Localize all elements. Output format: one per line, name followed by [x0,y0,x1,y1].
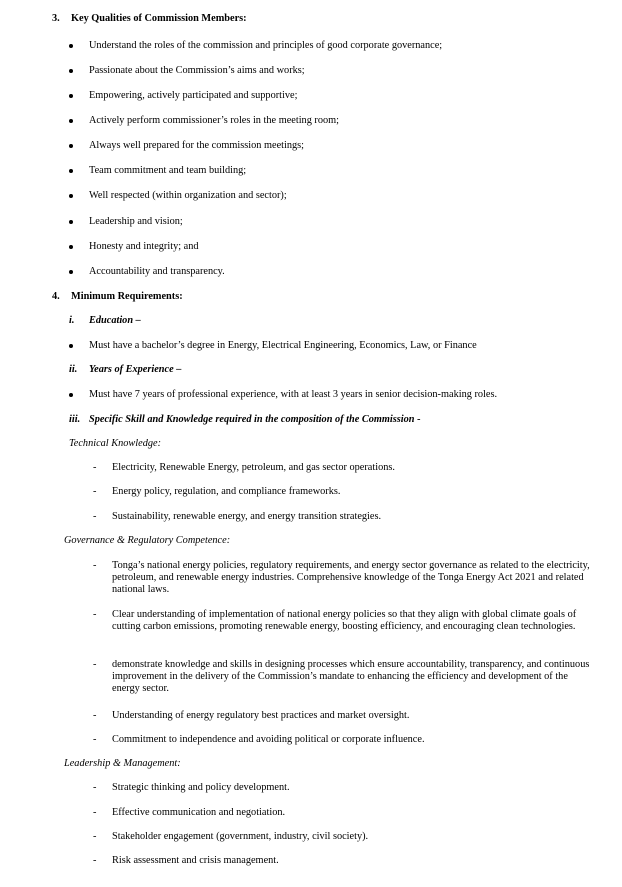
education-requirement: Must have a bachelor’s degree in Energy, Electrical Engineering, Economics, Law, or Finance [89,340,477,351]
dash-marker: - [93,511,97,522]
list-item: Clear understanding of implementation of national energy policies so that they align with global climate goals of cutting carbon emissions, promoting renewable energy, boosting efficiency, and encouraging clean technologies. [112,609,577,632]
bullet-dot [69,220,73,224]
bullet-dot [69,393,73,397]
list-item: Tonga’s national energy policies, regulatory requirements, and energy sector governance as related to the electricity, petroleum, and renewable energy industries. Comprehensive knowledge of the Tonga Energy Act 2021 and related national laws. [112,560,590,595]
dash-marker: - [93,710,97,721]
bullet-dot [69,94,73,98]
section-4-title: Minimum Requirements: [71,291,183,302]
list-item: Stakeholder engagement (government, industry, civil society). [112,831,369,842]
experience-heading: Years of Experience – [89,364,182,375]
dash-marker: - [93,609,97,620]
list-item: Energy policy, regulation, and compliance frameworks. [112,486,341,497]
bullet-dot [69,270,73,274]
dash-marker: - [93,782,97,793]
list-item: Understand the roles of the commission and principles of good corporate governance; [89,40,443,51]
education-heading: Education – [89,315,141,326]
bullet-dot [69,344,73,348]
list-item: Sustainability, renewable energy, and energy transition strategies. [112,511,382,522]
governance-heading: Governance & Regulatory Competence: [64,535,231,546]
list-item: Honesty and integrity; and [89,241,199,252]
list-item: Well respected (within organization and sector); [89,190,287,201]
bullet-dot [69,169,73,173]
list-item: demonstrate knowledge and skills in designing processes which ensure accountability, transparency, and continuous improvement in the delivery of the Commission’s mandate to enhancing the efficiency and development of the energy sector. [112,659,590,694]
list-item: Always well prepared for the commission meetings; [89,140,305,151]
section-4-number: 4. [52,291,60,302]
dash-marker: - [93,855,97,866]
dash-marker: - [93,831,97,842]
list-item: Actively perform commissioner’s roles in the meeting room; [89,115,340,126]
list-item: Risk assessment and crisis management. [112,855,279,866]
leadership-heading: Leadership & Management: [64,758,181,769]
dash-marker: - [93,659,97,670]
education-numeral: i. [69,315,75,326]
experience-requirement: Must have 7 years of professional experience, with at least 3 years in senior decision-making roles. [89,389,498,400]
list-item: Accountability and transparency. [89,266,225,277]
list-item: Leadership and vision; [89,216,183,227]
section-3-title: Key Qualities of Commission Members: [71,13,247,24]
experience-numeral: ii. [69,364,78,375]
skills-heading: Specific Skill and Knowledge required in the composition of the Commission - [89,414,421,425]
list-item: Commitment to independence and avoiding political or corporate influence. [112,734,425,745]
bullet-dot [69,144,73,148]
skills-numeral: iii. [69,414,81,425]
dash-marker: - [93,560,97,571]
dash-marker: - [93,462,97,473]
section-3-number: 3. [52,13,60,24]
list-item: Understanding of energy regulatory best practices and market oversight. [112,710,410,721]
list-item: Strategic thinking and policy development. [112,782,290,793]
bullet-dot [69,245,73,249]
technical-knowledge-heading: Technical Knowledge: [69,438,161,449]
list-item: Passionate about the Commission’s aims and works; [89,65,305,76]
bullet-dot [69,119,73,123]
dash-marker: - [93,807,97,818]
dash-marker: - [93,486,97,497]
list-item: Effective communication and negotiation. [112,807,286,818]
list-item: Empowering, actively participated and supportive; [89,90,298,101]
bullet-dot [69,44,73,48]
bullet-dot [69,194,73,198]
list-item: Electricity, Renewable Energy, petroleum, and gas sector operations. [112,462,395,473]
list-item: Team commitment and team building; [89,165,247,176]
bullet-dot [69,69,73,73]
dash-marker: - [93,734,97,745]
